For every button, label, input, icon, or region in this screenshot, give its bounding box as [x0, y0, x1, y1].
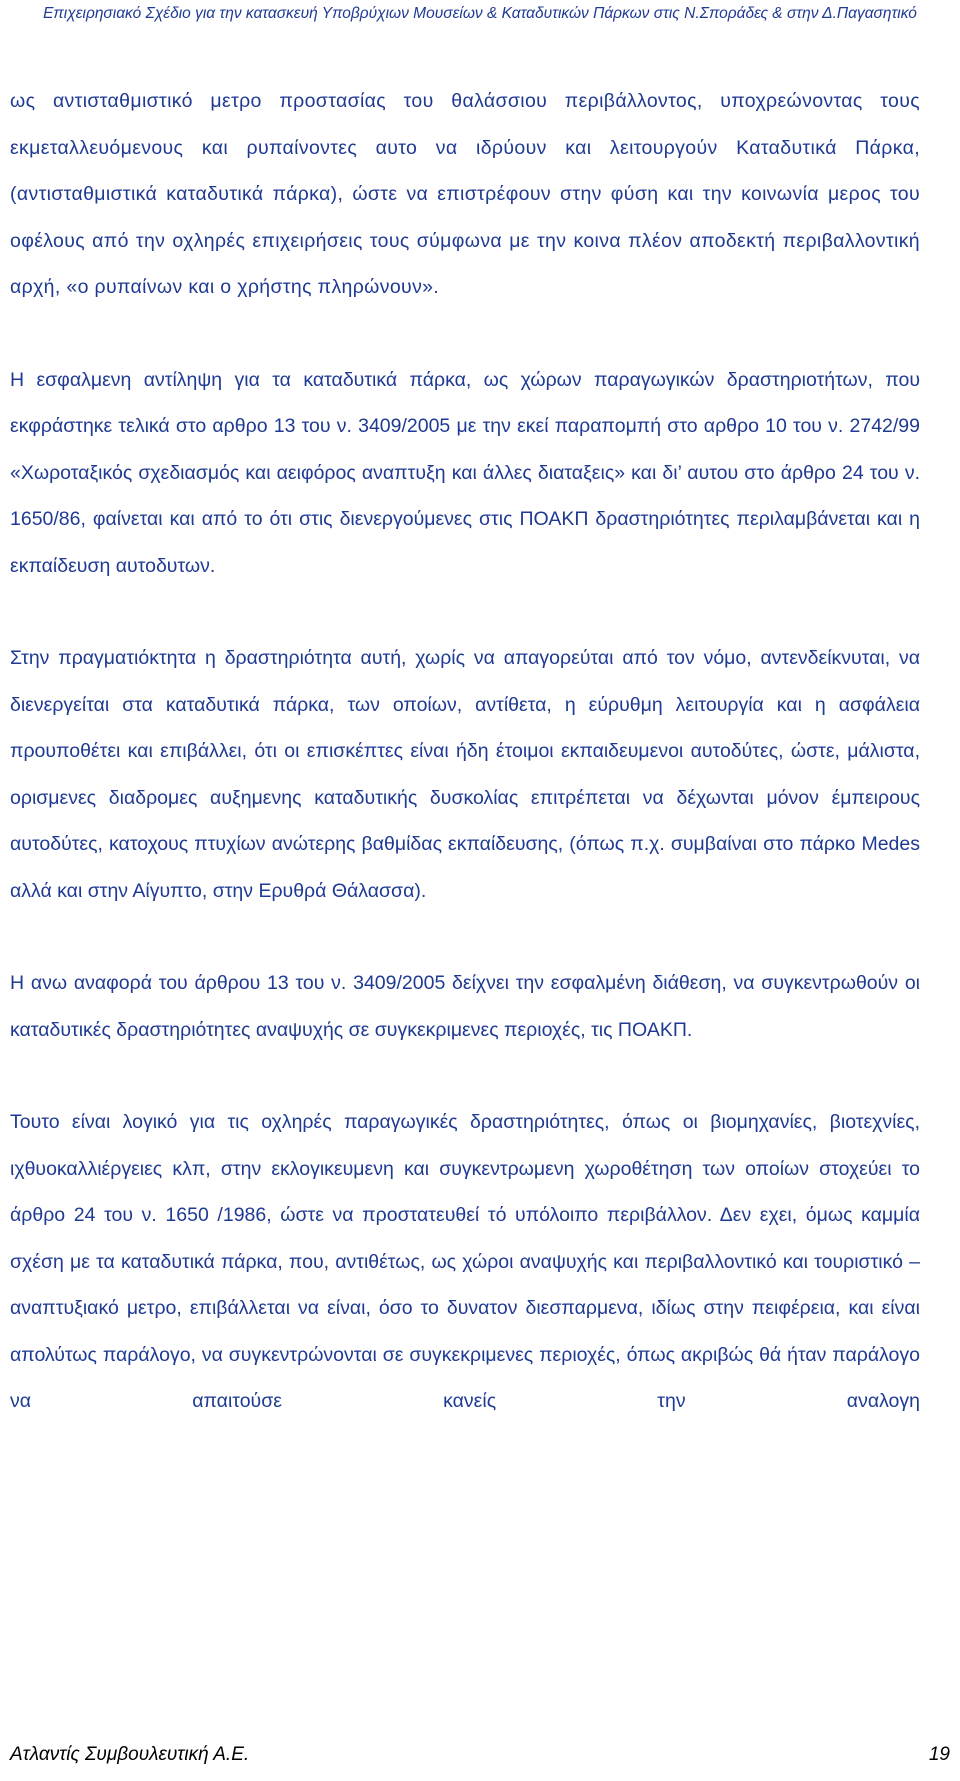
paragraph-2: Η εσφαλμενη αντίληψη για τα καταδυτικά πάρκα, ως χώρων παραγωγικών δραστηριοτήτων, που εκφράστηκε τελικά στο αρθρο 13 του ν. 3409/2005 με την εκεί παραπομπή στο αρθρο 10 του ν. 2742/99 «Χωροταξικός σχεδιασμός και αειφόρος αναπτυξη και άλλες διαταξεις» και δι’ αυτου στο άρθρο 24 του ν. 1650/86, φαίνεται και από το ότι στις διενεργούμενες στις ΠΟΑΚΠ δραστηριότητες περιλαμβάνεται και η εκπαίδευση αυτοδυτων.	[10, 368, 920, 577]
paragraph-5: Τουτο είναι λογικό για τις οχληρές παραγωγικές δραστηριότητες, όπως οι βιομηχανίες, βιοτεχνίες, ιχθυοκαλλιέργειες κλπ, στην εκλογικευμενη και συγκεντρωμενη χωροθέτηση των οποίων στοχεύει το άρθρο 24 του ν. 1650 /1986, ώστε να προστατευθεί τό υπόλοιπο περιβάλλον. Δεν εχει, όμως καμμία σχέση με τα καταδυτικά πάρκα, που, αντιθέτως, ως χώροι αναψυχής και περιβαλλοντικό και τουριστικό – αναπτυξιακό μετρο, επιβάλλεται να είναι, όσο το δυνατον διεσπαρμενα, ιδίως στην πειφέρεια, και είναι απολύτως παράλογο, να συγκεντρώνονται σε συγκεκριμενες περιοχές, όπως ακριβώς θά ήταν παράλογο να απαιτούσε κανείς την αναλογη	[10, 1111, 920, 1412]
paragraph-1: ως αντισταθμιστικό μετρο προστασίας του θαλάσσιου περιβάλλοντος, υποχρεώνοντας τους εκμεταλλευόμενους και ρυπαίνοντες αυτο να ιδρύουν και λειτουργούν Καταδυτικά Πάρκα, (αντισταθμιστικά καταδυτικά πάρκα), ώστε να επιστρέφουν στην φύση και την κοινωνία μερος του οφέλους από την οχληρές επιχειρήσεις τους σύμφωνα με την κοινα πλέον αποδεκτή περιβαλλοντική αρχή, «ο ρυπαίνων και ο χρήστης πληρώνουν».	[10, 90, 920, 298]
document-body	[10, 78, 920, 1425]
footer-company-name: Ατλαντίς Συμβουλευτική Α.Ε.	[10, 1744, 250, 1765]
running-header: Επιχειρησιακό Σχέδιο για την κατασκευή Υποβρύχιων Μουσείων & Καταδυτικών Πάρκων στις Ν.Σποράδες & στην Δ.Παγασητικό	[43, 5, 917, 22]
page-number: 19	[928, 1744, 950, 1765]
page-footer	[10, 1744, 950, 1770]
paragraph-3: Στην πραγματιόκτητα η δραστηριότητα αυτή, χωρίς να απαγορεύται από τον νόμο, αντενδείκνυται, να διενεργείται στα καταδυτικά πάρκα, των οποίων, αντίθετα, η εύρυθμη λειτουργία και η ασφάλεια προυποθέτει και επιβάλλει, ότι οι επισκέπτες είναι ήδη έτοιμοι εκπαιδευμενοι αυτοδύτες, ώστε, μάλιστα, ορισμενες διαδρομες αυξημενης καταδυτικής δυσκολίας επιτρέπεται να δέχωνται μόνον έμπειρους αυτοδύτες, κατοχους πτυχίων ανώτερης βαθμίδας εκπαίδευσης, (όπως π.χ. συμβαίναι στο πάρκο Medes αλλά και στην Αίγυπτο, στην Ερυθρά Θάλασσα).	[10, 647, 920, 902]
paragraph-4: Η ανω αναφορά του άρθρου 13 του ν. 3409/2005 δείχνει την εσφαλμένη διάθεση, να συγκεντρωθούν οι καταδυτικές δραστηριότητες αναψυχής σε συγκεκριμενες περιοχές, τις ΠΟΑΚΠ.	[10, 972, 920, 1041]
